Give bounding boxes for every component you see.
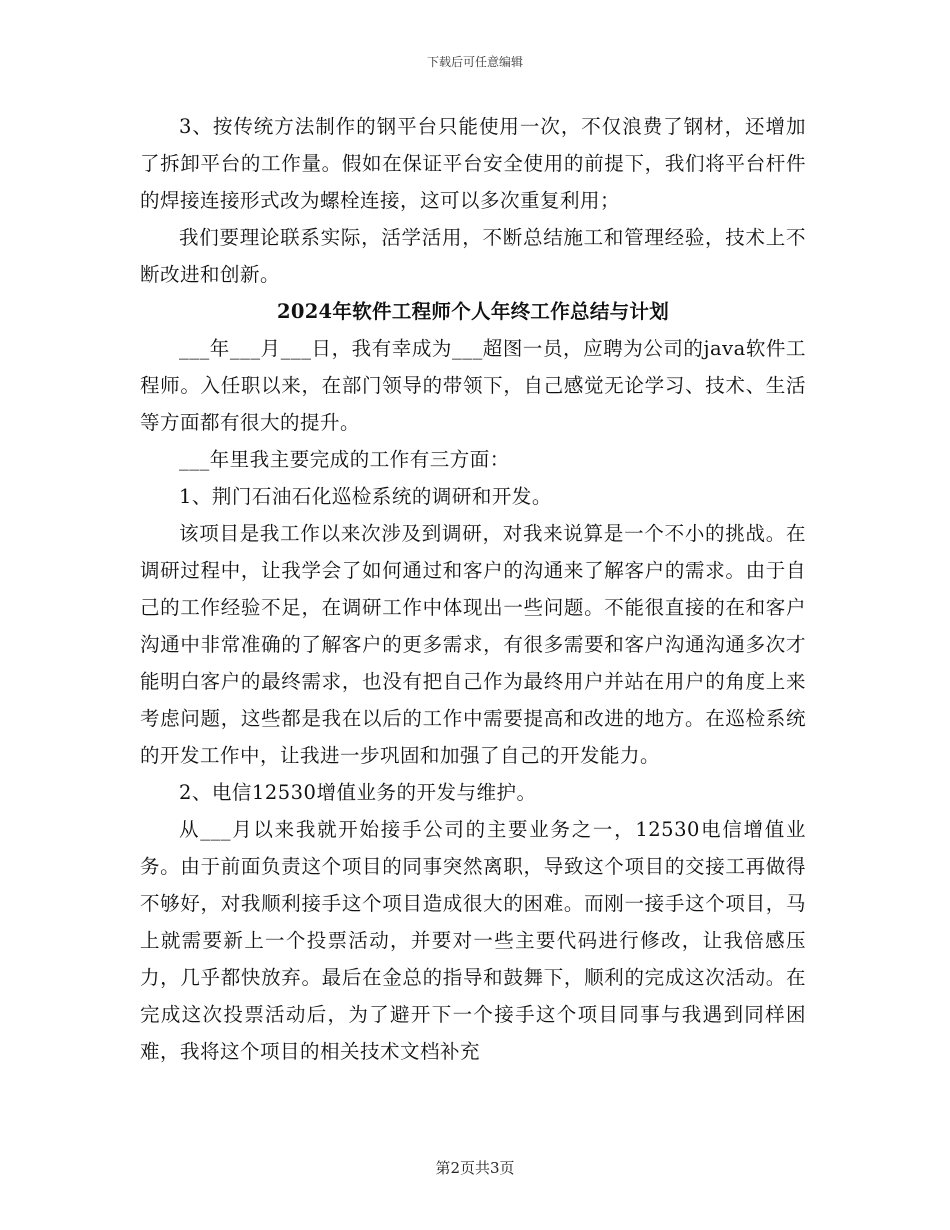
paragraph: 3、按传统方法制作的钢平台只能使用一次，不仅浪费了钢材，还增加了拆卸平台的工作量。假如在保证平台安全使用的前提下，我们将平台杆件的焊接连接形式改为螺栓连接，这可以多次重复利用； [140,115,806,212]
paragraph: ___年里我主要完成的工作有三方面： [179,448,510,471]
section-heading: 2、电信12530增值业务的开发与维护。 [179,781,537,804]
paragraph: 该项目是我工作以来次涉及到调研，对我来说算是一个不小的挑战。在调研过程中，让我学会了如何通过和客户的沟通来了解客户的需求。由于自己的工作经验不足，在调研工作中体现出一些问题。不能很直接的在和客户沟通中非常准确的了解客户的更多需求，有很多需要和客户沟通沟通多次才能明白客户的最终需求，也没有把自己作为最终用户并站在用户的角度上来考虑问题，这些都是我在以后的工作中需要提高和改进的地方。在巡检系统的开发工作中，让我进一步巩固和加强了自己的开发能力。 [140,522,806,767]
document-body [140,108,806,1070]
paragraph: 我们要理论联系实际，活学活用，不断总结施工和管理经验，技术上不断改进和创新。 [140,226,806,286]
page-header: 下载后可任意编辑 [426,55,523,69]
paragraph: 从___月以来我就开始接手公司的主要业务之一，12530电信增值业务。由于前面负责这个项目的同事突然离职，导致这个项目的交接工再做得不够好，对我顺利接手这个项目造成很大的困难。而刚一接手这个项目，马上就需要新上一个投票活动，并要对一些主要代码进行修改，让我倍感压力，几乎都快放弃。最后在金总的指导和鼓舞下，顺利的完成这次活动。在完成这次投票活动后，为了避开下一个接手这个项目同事与我遇到同样困难，我将这个项目的相关技术文档补充 [140,818,806,1063]
paragraph: ___年___月___日，我有幸成为___超图一员，应聘为公司的java软件工程师。入任职以来，在部门领导的带领下，自己感觉无论学习、技术、生活等方面都有很大的提升。 [140,337,806,434]
section-heading: 1、荆门石油石化巡检系统的调研和开发。 [179,485,552,508]
page-footer: 第2页共3页 [435,1159,515,1177]
document-title: 2024年软件工程师个人年终工作总结与计划 [276,300,670,323]
